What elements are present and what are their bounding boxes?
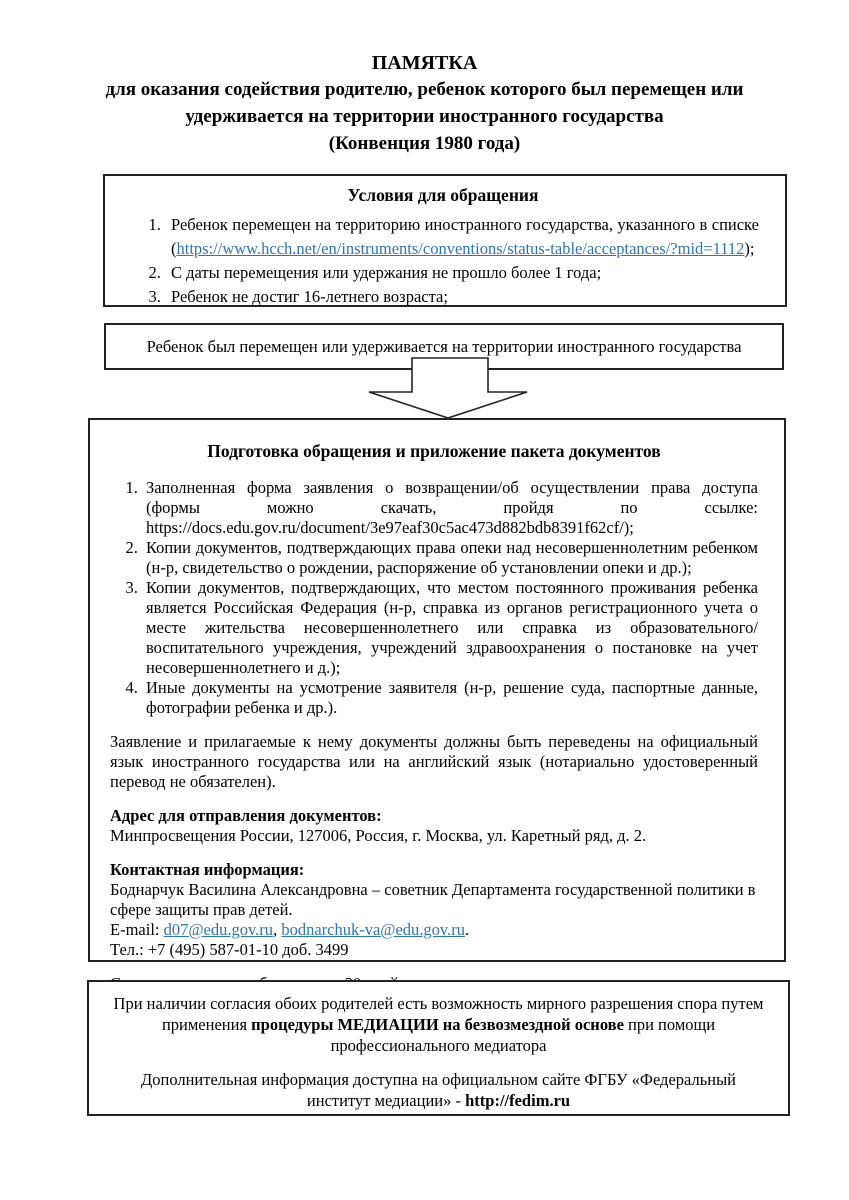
preparation-box bbox=[88, 418, 786, 962]
condition-1-text: Ребенок перемещен на территорию иностранного государства, указанного в списке ( bbox=[171, 215, 759, 258]
mediation-box bbox=[87, 980, 790, 1116]
mediation-info-paragraph bbox=[119, 1069, 759, 1111]
address-text: Минпросвещения России, 127006, Россия, г. Москва, ул. Каретный ряд, д. 2. bbox=[110, 826, 647, 845]
conditions-box bbox=[103, 174, 787, 307]
email-line bbox=[110, 920, 758, 940]
document-title bbox=[0, 50, 849, 157]
moved-statement-text: Ребенок был перемещен или удерживается на территории иностранного государства bbox=[146, 336, 742, 356]
list-item: 3. Ребенок не достиг 16-летнего возраста; bbox=[165, 285, 759, 309]
conditions-header: Условия для обращения bbox=[347, 185, 539, 205]
list-item: 4. Иные документы на усмотрение заявителя (н-р, решение суда, паспортные данные, фотографии ребенка и др.). bbox=[142, 678, 758, 718]
address-block bbox=[110, 806, 758, 846]
title-line-1: ПАМЯТКА bbox=[371, 52, 478, 74]
email-link-d07[interactable]: d07@edu.gov.ru bbox=[163, 920, 274, 939]
email-period: . bbox=[464, 920, 470, 939]
address-header: Адрес для отправления документов: bbox=[110, 806, 382, 825]
list-item: 3. Копии документов, подтверждающих, что местом постоянного проживания ребенка является Российская Федерация (н-р, справка из органов регистрационного учета о месте жительства несовершеннолетнего или справка из образовательного/воспитательного учреждения, учреждений здравоохранения о постановке на учет несовершеннолетнего и д.); bbox=[142, 578, 758, 678]
contact-header: Контактная информация: bbox=[110, 860, 305, 879]
list-item: 1. Заполненная форма заявления о возвращении/об осуществлении права доступа (формы можно скачать, пройдя по ссылке: https://docs.edu.gov.ru/document/3e97eaf30c5ac473d882bdb8391f62cf/); bbox=[142, 478, 758, 538]
phone-line: Тел.: +7 (495) 587-01-10 доб. 3499 bbox=[110, 940, 349, 959]
preparation-header: Подготовка обращения и приложение пакета документов bbox=[207, 441, 661, 461]
down-arrow-icon bbox=[368, 357, 528, 419]
hcch-status-table-link[interactable]: https://www.hcch.net/en/instruments/conventions/status-table/acceptances/?mid=1112 bbox=[176, 239, 745, 258]
email-label: E-mail: bbox=[110, 920, 164, 939]
documents-list bbox=[110, 478, 758, 718]
email-separator: , bbox=[273, 920, 282, 939]
translation-note: Заявление и прилагаемые к нему документы должны быть переведены на официальный язык иностранного государства или на английский язык (нотариально удостоверенный перевод не обязателен). bbox=[110, 732, 758, 791]
mediation-text-pre: При наличии согласия обоих родителей есть возможность мирного разрешения спора путем применения bbox=[113, 994, 764, 1034]
mediation-text-bold: процедуры МЕДИАЦИИ на безвозмездной основе bbox=[251, 1015, 624, 1034]
list-item: 2. С даты перемещения или удержания не прошло более 1 года; bbox=[165, 261, 759, 285]
condition-1-suffix: ); bbox=[744, 239, 755, 258]
mediation-info-pre: Дополнительная информация доступна на официальном сайте ФГБУ «Федеральный институт медиации» - bbox=[141, 1070, 736, 1110]
fedim-url: http://fedim.ru bbox=[465, 1091, 571, 1110]
list-item bbox=[165, 213, 759, 261]
title-line-3: (Конвенция 1980 года) bbox=[328, 133, 521, 154]
contact-person: Боднарчук Василина Александровна – советник Департамента государственной политики в сфере защиты прав детей. bbox=[110, 880, 756, 919]
conditions-list bbox=[127, 213, 759, 309]
list-item: 2. Копии документов, подтверждающих права опеки над несовершеннолетним ребенком (н-р, свидетельство о рождении, распоряжение об установлении опеки и др.); bbox=[142, 538, 758, 578]
contact-block bbox=[110, 860, 758, 960]
mediation-text-post: при помощи профессионального медиатора bbox=[330, 1015, 716, 1055]
email-link-bodnarchuk[interactable]: bodnarchuk-va@edu.gov.ru bbox=[281, 920, 465, 939]
title-line-2: для оказания содействия родителю, ребенок которого был перемещен или удерживается на территории иностранного государства bbox=[105, 79, 744, 127]
mediation-paragraph bbox=[97, 993, 780, 1056]
